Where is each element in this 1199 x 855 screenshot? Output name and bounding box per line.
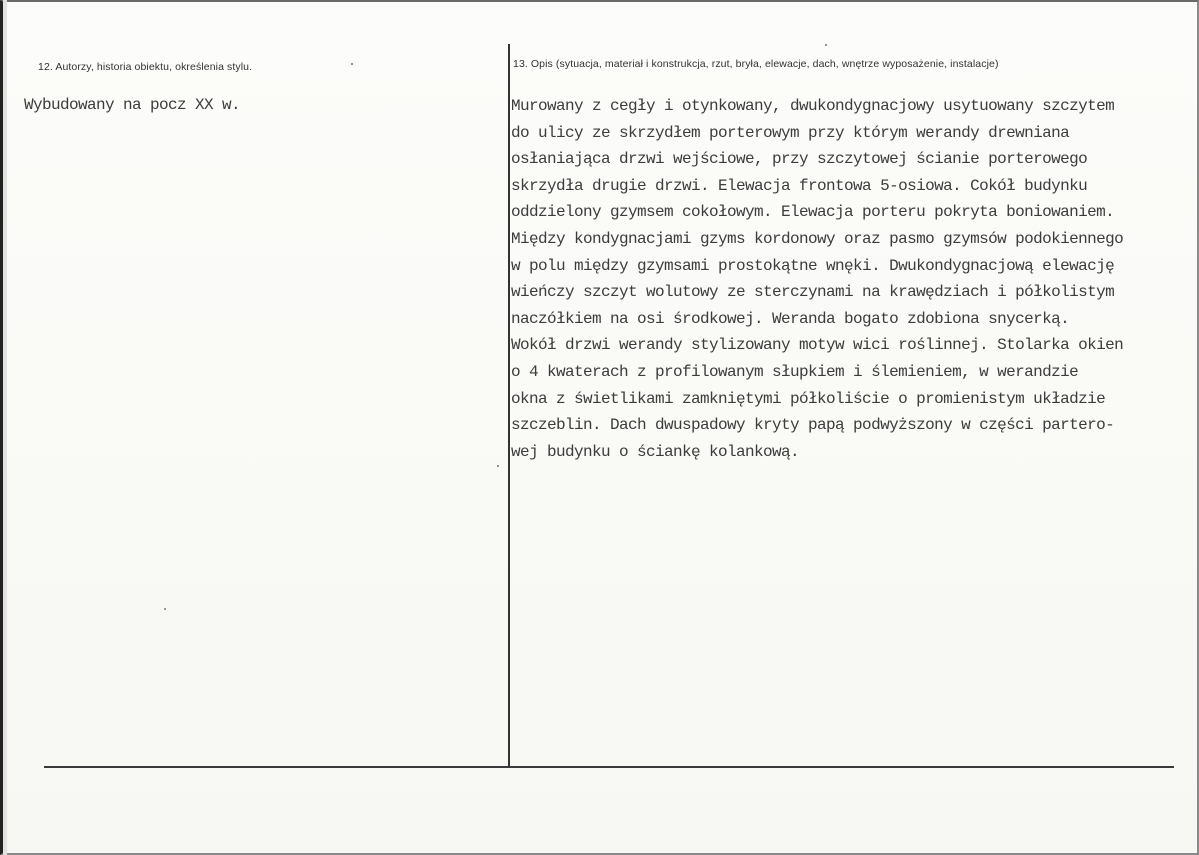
field-12-label: 12. Autorzy, historia obiektu, określenia stylu.	[38, 61, 253, 73]
description-line: Między kondygnacjami gzyms kordonowy oraz pasmo gzymsów podokiennego	[511, 229, 1124, 248]
description-line: Wokół drzwi werandy stylizowany motyw wici roślinnej. Stolarka okien	[511, 336, 1124, 355]
column-divider	[508, 44, 510, 766]
bottom-rule	[44, 766, 1174, 768]
paper-speck	[351, 63, 353, 65]
card-edge-shadow	[3, 0, 7, 855]
description-line: okna z świetlikami zamkniętymi półkoliście o promienistym układzie	[511, 389, 1106, 408]
description-text	[511, 96, 1123, 468]
paper-speck	[497, 465, 499, 467]
description-line: Murowany z cegły i otynkowany, dwukondygnacjowy usytuowany szczytem	[511, 97, 1115, 115]
description-line: wieńczy szczyt wolutowy ze sterczynami na krawędziach i półkolistym	[511, 283, 1115, 302]
paper-speck	[825, 44, 827, 46]
description-line: naczółkiem na osi środkowej. Weranda bogato zdobiona snycerką.	[511, 309, 1070, 328]
description-line: o 4 kwaterach z profilowanym słupkiem i ślemieniem, w werandzie	[511, 362, 1079, 381]
field-13-label: 13. Opis (sytuacja, materiał i konstrukcja, rzut, bryła, elewacje, dach, wnętrze wyposażenie, instalacje)	[513, 58, 999, 70]
description-line: w polu między gzymsami prostokątne wnęki. Dwukondygnacjową elewację	[511, 256, 1115, 275]
description-line: oddzielony gzymsem cokołowym. Elewacja porteru pokryta boniowaniem.	[511, 203, 1115, 222]
description-line: szczeblin. Dach dwuspadowy kryty papą podwyższony w części partero-	[511, 416, 1115, 435]
paper-speck	[164, 608, 166, 610]
description-line: wej budynku o ściankę kolankową.	[511, 442, 800, 461]
description-line: osłaniająca drzwi wejściowe, przy szczytowej ścianie porterowego	[511, 150, 1088, 169]
description-line: do ulicy ze skrzydłem porterowym przy którym werandy drewniana	[511, 123, 1070, 142]
history-text: Wybudowany na pocz XX w.	[24, 96, 241, 114]
description-line: skrzydła drugie drzwi. Elewacja frontowa 5-osiowa. Cokół budynku	[511, 176, 1088, 195]
